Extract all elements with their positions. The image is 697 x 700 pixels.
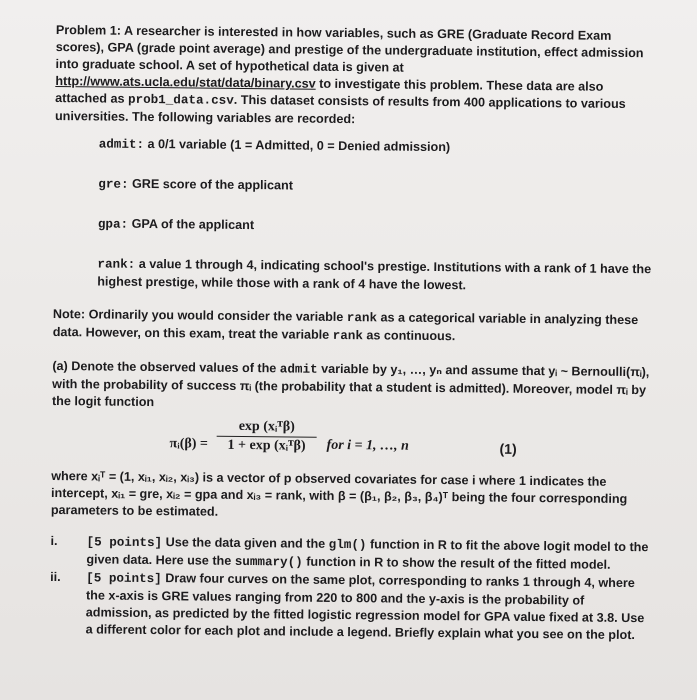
variable-gre — [98, 175, 654, 199]
item-text-b: function in R to fit the above logit model to the given data. Here use the — [86, 537, 649, 568]
variable-desc: a value 1 through 4, indicating school's prestige. Institutions with a rank of 1 have the highest prestige, while those with a rank of 4 have the lowest. — [97, 256, 652, 293]
variable-list — [53, 135, 655, 296]
intro-text-c: . This dataset consists of results from 400 applications to various universities. The following variables are recorded: — [54, 92, 626, 127]
note-var-rank: rank — [346, 311, 378, 326]
equation-lhs: πᵢ(β) = — [169, 436, 209, 452]
equation-fraction — [216, 418, 316, 455]
variable-desc: GPA of the applicant — [131, 216, 255, 233]
note-text-c: as continuous. — [362, 328, 456, 344]
equation-condition: for i = 1, …, n — [326, 437, 409, 454]
variable-rank — [97, 255, 653, 296]
variable-desc: GRE score of the applicant — [131, 176, 294, 193]
problem-label: Problem 1: — [55, 22, 122, 38]
item-text-a: Use the data given and the — [162, 535, 329, 551]
item-marker: ii. — [50, 569, 61, 585]
equation-numerator: exp (xᵢᵀβ) — [217, 418, 317, 438]
data-filename: prob1_data.csv — [127, 92, 234, 108]
item-marker: i. — [50, 533, 58, 549]
item-text: Draw four curves on the same plot, corresponding to ranks 1 through 4, where the x-axis is GRE values ranging from 220 to 800 and the y-axis is the probability of admission, as predicted by the fitted logistic regression model for GPA value fixed at 3.8. Use a different color for each plot and include a legend. Briefly explain what you see on the plot. — [85, 571, 645, 643]
variable-desc: a 0/1 variable (1 = Admitted, 0 = Denied admission) — [147, 136, 451, 155]
task-item-ii — [50, 569, 651, 644]
code-summary: summary() — [234, 554, 303, 570]
equation-denominator: 1 + exp (xᵢᵀβ) — [227, 437, 306, 454]
note-label: Note: — [52, 306, 86, 322]
item-points: [5 points] — [86, 571, 162, 587]
variable-admit — [99, 135, 655, 159]
equation-number: (1) — [499, 440, 517, 457]
intro-text-a: A researcher is interested in how variables, such as GRE (Graduate Record Exam scores), GPA (grade point average) and prestige of the undergraduate institution, effect admission into graduate school. A set of hypothetical data is given at — [55, 23, 644, 75]
dataset-url[interactable]: http://www.ats.ucla.edu/stat/data/binary.csv — [55, 73, 316, 91]
note-var-rank-2: rank — [332, 328, 364, 344]
part-a-var-admit: admit — [279, 362, 318, 377]
variable-name: gre: — [98, 177, 129, 192]
problem-intro — [55, 22, 656, 131]
item-points: [5 points] — [86, 535, 163, 551]
item-text-c: function in R to show the result of the fitted model. — [302, 554, 611, 572]
note-text-a: Ordinarily you would consider the variable — [85, 307, 347, 325]
intro-text-b: to investigate this problem. These data are also attached as — [55, 76, 604, 106]
task-item-i — [50, 533, 650, 575]
part-a-text-b: variable by y₁, …, yₙ and assume that yᵢ ~ Bernoulli(πᵢ), with the probability of success πᵢ (the probability that a student is admitted). Moreover, model πᵢ by the logit function — [51, 361, 650, 410]
document-text — [50, 22, 656, 644]
variable-name: rank: — [97, 257, 136, 272]
variable-gpa — [98, 215, 654, 239]
logit-equation — [51, 416, 652, 474]
part-a-paragraph — [52, 358, 653, 416]
where-paragraph: where xᵢᵀ = (1, xᵢ₁, xᵢ₂, xᵢ₃) is a vector of p observed covariates for case i where 1 indicates the intercept, xᵢ₁ = gre, xᵢ₂ = gpa and xᵢ₃ = rank, with β = (β₁, β₂, β₃, β₄)ᵀ being the four corresponding parameters to be estimated. — [50, 468, 628, 519]
note-text-b: as a categorical variable in analyzing these data. However, on this exam, treat the variable — [52, 310, 639, 342]
note-paragraph — [53, 306, 653, 348]
variable-name: admit: — [98, 137, 145, 152]
part-a-text-a: (a) Denote the observed values of the — [52, 358, 280, 376]
variable-name: gpa: — [97, 217, 129, 232]
code-glm: glm() — [328, 537, 367, 553]
